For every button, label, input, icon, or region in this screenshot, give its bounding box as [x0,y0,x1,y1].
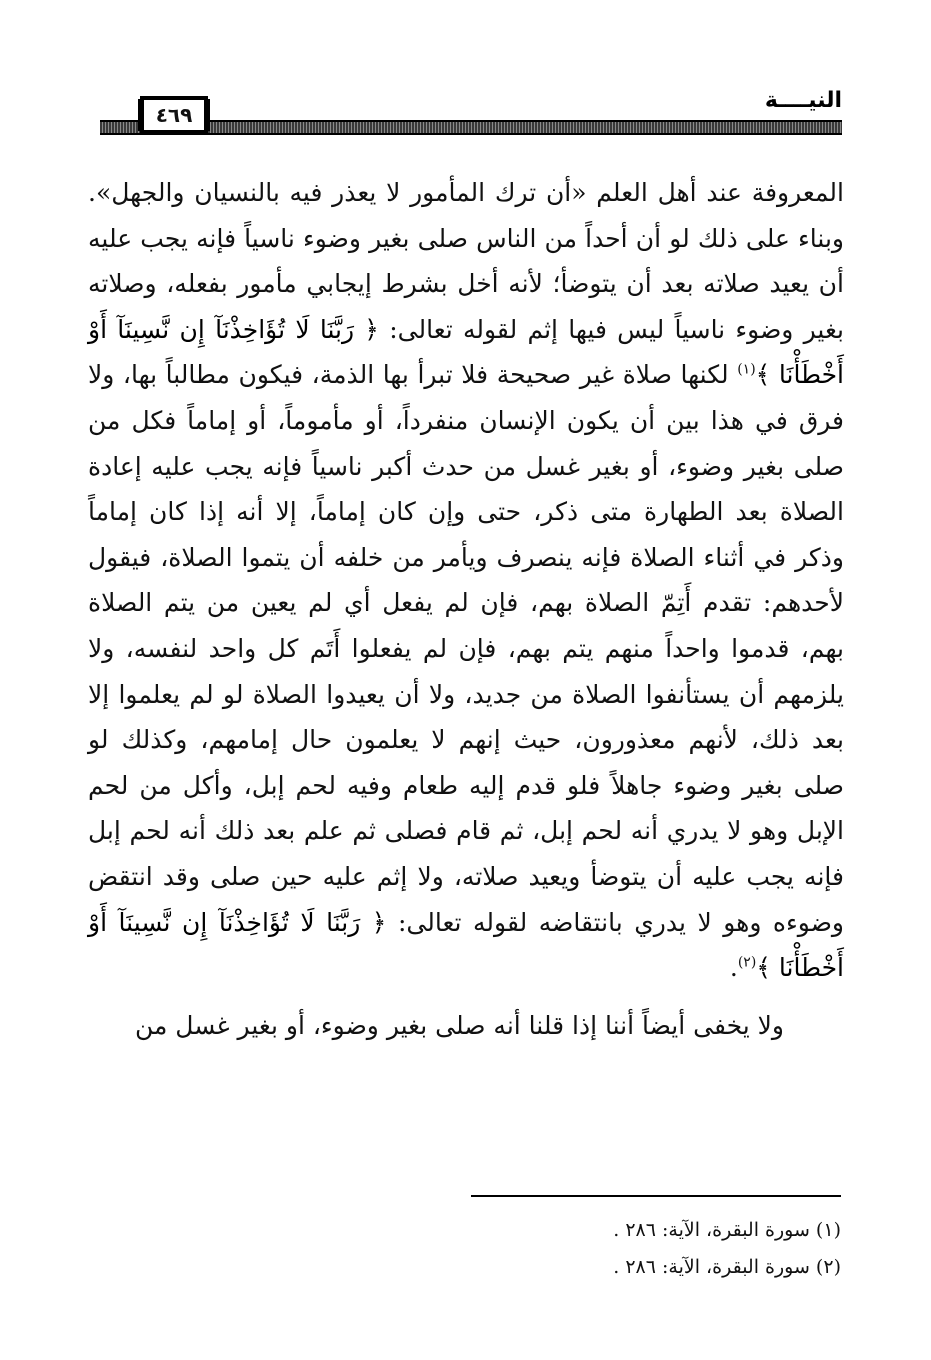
page-number: ٤٦٩ [140,96,208,134]
paragraph-1-end: . [729,953,738,983]
paragraph-1-text-a: المعروفة عند أهل العلم «أن ترك المأمور لا يعذر فيه بالنسيان والجهل». وبناء على ذلك لو أن أحداً من الناس صلى بغير وضوء ناسياً فإنه يجب عليه أن يعيد صلاته بعد أن يتوضأ؛ لأنه أخل بشرط إيجابي مأمور بفعله، وصلاته بغير وضوء ناسياً ليس فيها إثم لقوله تعالى: [88,178,844,344]
quran-verse-2: ﴿ رَبَّنَا لَا تُؤَاخِذْنَآ إِن نَّسِينَآ أَوْ أَخْطَأْنَا ﴾ [88,907,844,983]
paragraph-1 [88,170,844,991]
header-ornamental-rule [100,120,842,135]
quran-verse-1: ﴿ رَبَّنَا لَا تُؤَاخِذْنَآ إِن نَّسِينَآ أَوْ أَخْطَأْنَا ﴾ [88,314,844,390]
paragraph-2: ولا يخفى أيضاً أننا إذا قلنا أنه صلى بغير وضوء، أو بغير غسل من [134,1010,784,1040]
footnote-ref-1[interactable]: (١) [737,362,756,379]
footnotes [101,1212,841,1286]
footnote-2: (٢) سورة البقرة، الآية: ٢٨٦ . [613,1256,841,1278]
page-header [100,88,842,138]
chapter-title: النيــــة [764,88,842,113]
paragraph-1-text-b: لكنها صلاة غير صحيحة فلا تبرأ بها الذمة، فيكون مطالباً بها، ولا فرق في هذا بين أن يكون الإنسان منفرداً، أو مأموماً، أو إماماً فكل من صلى بغير وضوء، أو بغير غسل من حدث أكبر ناسياً فإنه يجب عليه إعادة الصلاة بعد الطهارة متى ذكر، حتى وإن كان إماماً، إلا أنه إذا كان إماماً وذكر في أثناء الصلاة فإنه ينصرف ويأمر من خلفه أن يتموا الصلاة، فيقول لأحدهم: تقدم أَتِمّ الصلاة بهم، فإن لم يفعل أي لم يعين من يتم الصلاة بهم، قدموا واحداً منهم يتم بهم، فإن لم يفعلوا أَتَم كل واحد لنفسه، ولا يلزمهم أن يستأنفوا الصلاة من جديد، ولا أن يعيدوا الصلاة لو لم يعلموا إلا بعد ذلك، لأنهم معذورون، حيث إنهم لا يعلمون حال إمامهم، وكذلك لو صلى بغير وضوء جاهلاً فلو قدم إليه طعام وفيه لحم إبل، وأكل من لحم الإبل وهو لا يدري أنه لحم إبل، ثم قام فصلى ثم علم بعد ذلك أنه لحم إبل فإنه يجب عليه أن يتوضأ ويعيد صلاته، ولا إثم عليه حين صلى وقد انتقض وضوءه وهو لا يدري بانتقاضه لقوله تعالى: [88,360,845,937]
footnote-separator [471,1195,841,1197]
footnote-ref-2[interactable]: (٢) [737,954,757,971]
footnote-1: (١) سورة البقرة، الآية: ٢٨٦ . [613,1219,841,1241]
main-text [88,170,844,1048]
